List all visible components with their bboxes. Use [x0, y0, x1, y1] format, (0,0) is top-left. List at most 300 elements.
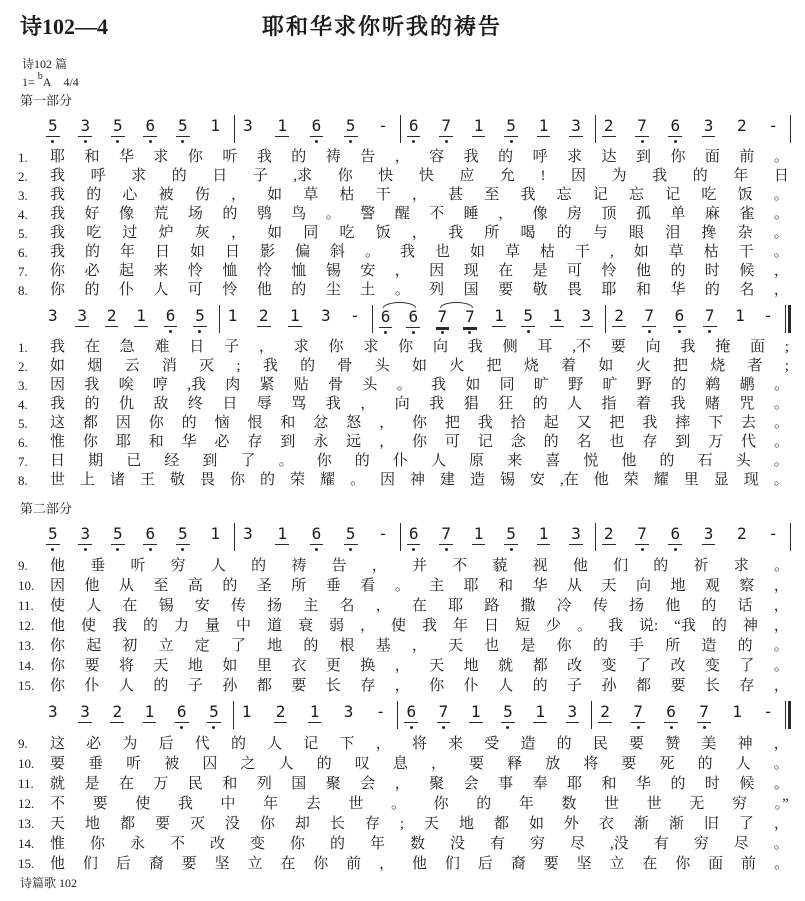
- lyric-char: 万: [153, 776, 169, 792]
- lyric-char: 的: [171, 168, 187, 184]
- lyric-char: 。: [773, 658, 789, 674]
- lyric-char: 耶: [601, 282, 617, 298]
- lyric-char: 列: [429, 282, 445, 298]
- lyric-char: 地: [458, 816, 474, 832]
- note-number: 7: [633, 702, 643, 721]
- lyric-char: 草: [303, 187, 319, 203]
- lyric-char: 中: [236, 618, 252, 634]
- lyric-char: 可: [444, 434, 460, 450]
- note: [504, 526, 518, 551]
- lyric-char: 他: [50, 618, 66, 634]
- low-octave-dot: [149, 140, 152, 143]
- lyric-char: 喜: [545, 453, 561, 469]
- lyric-char: 荒: [153, 206, 169, 222]
- lyric-char: 有: [490, 836, 506, 852]
- lyric-char: 天: [601, 578, 617, 594]
- lyric-char: 把: [609, 415, 625, 431]
- verse-number: 7.: [18, 264, 28, 279]
- lyric-char: 的: [230, 736, 246, 752]
- lyric-char: 在: [642, 856, 658, 872]
- note: [46, 118, 60, 143]
- lyric-char: 后: [158, 736, 174, 752]
- lyric-char: 将: [118, 658, 134, 674]
- lyric-char: 醒: [394, 206, 410, 222]
- section-label: 第二部分: [20, 501, 73, 516]
- low-octave-dot: [527, 330, 530, 333]
- lyric-char: 定: [194, 638, 210, 654]
- lyric-char: 为: [611, 168, 627, 184]
- lyric-char: 名: [576, 434, 592, 450]
- verse-text: [50, 186, 789, 205]
- slur-pair: [436, 309, 477, 334]
- lyric-char: 天: [153, 658, 169, 674]
- lyric-char: 长: [329, 816, 345, 832]
- note-number: 1: [227, 306, 238, 325]
- lyric-char: 可: [567, 263, 583, 279]
- note: [288, 308, 302, 327]
- lyric-char: 初: [122, 638, 138, 654]
- lyric-char: 荣: [623, 472, 639, 488]
- lyric-char: 拾: [510, 415, 526, 431]
- lyric-char: 存: [247, 434, 263, 450]
- lyric-char: 垂: [325, 578, 341, 594]
- lyric-char: 下: [339, 736, 355, 752]
- note-number: 1: [735, 306, 745, 325]
- lyric-char: 赞: [665, 736, 681, 752]
- lyric-char: 祷: [291, 558, 307, 574]
- lyric-char: 土: [360, 282, 376, 298]
- lyric-char: 你: [259, 816, 275, 832]
- lyric-char: 饭: [375, 225, 391, 241]
- slur-group: [379, 302, 420, 334]
- lyric-char: 衣: [291, 658, 307, 674]
- note-number: 5: [523, 306, 533, 325]
- note: [598, 704, 612, 723]
- lyric-char: 甚: [448, 187, 464, 203]
- lyric-char: 安: [194, 598, 210, 614]
- measure: [401, 112, 595, 143]
- lyric-char: 因: [429, 263, 445, 279]
- lyric-char: 下: [708, 415, 724, 431]
- lyric-char: 造: [470, 472, 486, 488]
- lyric-char: 你: [50, 263, 66, 279]
- lyric-char: 鸟: [291, 206, 307, 222]
- lyric-char: 的: [556, 225, 572, 241]
- lyric-char: 了: [738, 816, 754, 832]
- verse-row: [18, 167, 789, 186]
- low-octave-dot: [708, 330, 711, 333]
- lyric-char: 不: [452, 558, 468, 574]
- lyric-char: 子: [187, 678, 203, 694]
- lyric-char: 来: [153, 263, 169, 279]
- lyric-char: “我: [674, 618, 696, 634]
- lyric-char: 。: [396, 377, 412, 393]
- lyric-char: 都: [493, 816, 509, 832]
- note: [207, 704, 221, 729]
- lyric-char: 旷: [533, 377, 549, 393]
- note-number: 2: [112, 702, 123, 721]
- verse-text: [50, 471, 789, 490]
- lyric-char: 忿: [313, 415, 329, 431]
- verse-text: [50, 596, 789, 616]
- lyric-char: 如: [411, 358, 427, 374]
- low-octave-dot: [641, 140, 644, 143]
- note: [111, 526, 125, 551]
- lyric-char: 国: [291, 776, 307, 792]
- lyric-char: 我: [680, 339, 696, 355]
- lyric-char: 。: [773, 149, 789, 165]
- verse-number: 13.: [18, 816, 35, 831]
- lyric-char: 裔: [510, 856, 526, 872]
- lyric-char: 偏: [295, 244, 311, 260]
- lyric-char: 我: [256, 149, 272, 165]
- lyric-char: 天: [423, 816, 439, 832]
- verse-number: 15.: [18, 856, 35, 871]
- lyric-char: 。”: [774, 796, 789, 812]
- lyric-char: 时: [704, 776, 720, 792]
- lyric-char: 改: [567, 658, 583, 674]
- verse-number: 11.: [18, 598, 34, 613]
- hymn-number: 诗102—4: [20, 14, 109, 39]
- lyric-char: 是: [532, 263, 548, 279]
- lyric-char: 头: [374, 358, 390, 374]
- lyric-char: 紧: [259, 377, 275, 393]
- verse-number: 3.: [18, 188, 28, 203]
- notation-line: [40, 698, 791, 732]
- lyric-char: 的: [543, 434, 559, 450]
- note: [702, 118, 716, 137]
- lyric-char: 代: [194, 736, 210, 752]
- lyric-char: 弱: [329, 618, 345, 634]
- note: [673, 308, 687, 333]
- lyric-char: 名: [339, 598, 355, 614]
- lyric-char: 神: [742, 618, 758, 634]
- note-number: 2: [275, 702, 286, 721]
- note-number: 7: [644, 306, 655, 325]
- lyric-char: 房: [567, 206, 583, 222]
- note: [407, 118, 421, 143]
- lyric-char: 枯: [703, 244, 719, 260]
- note: [143, 118, 157, 143]
- verse-number: 14.: [18, 836, 35, 851]
- lyric-char: 日: [155, 244, 171, 260]
- lyric-char: ,我: [187, 377, 206, 393]
- lyric-char: 数: [561, 796, 577, 812]
- lyric-char: 同: [499, 377, 515, 393]
- lyric-char: 斜: [330, 244, 346, 260]
- note-number: 5: [345, 116, 356, 135]
- lyric-char: 伤: [194, 187, 210, 203]
- lyric-char: ，: [430, 756, 446, 772]
- lyric-char: 记: [665, 187, 681, 203]
- verse-row: [18, 834, 789, 854]
- lyric-char: 年: [453, 618, 469, 634]
- lyric-char: 场: [187, 206, 203, 222]
- verse-row: [18, 734, 789, 754]
- lyric-char: 垂: [88, 756, 104, 772]
- low-octave-dot: [412, 548, 415, 551]
- note-number: 7: [699, 702, 709, 721]
- lyric-char: 和: [222, 776, 238, 792]
- note: [580, 308, 594, 327]
- lyric-char: 他: [593, 472, 609, 488]
- section-label: 第一部分: [20, 93, 73, 108]
- low-octave-dot: [468, 331, 471, 334]
- lyric-char: 尽: [733, 836, 749, 852]
- lyric-char: 我: [262, 358, 278, 374]
- lyric-char: 显: [713, 472, 729, 488]
- low-octave-dot: [506, 726, 509, 729]
- verse-row: [18, 338, 789, 357]
- lyric-char: 你: [429, 678, 445, 694]
- lyric-char: ，: [411, 638, 427, 654]
- note-number: 2: [106, 306, 117, 325]
- lyric-char: 的: [532, 678, 548, 694]
- lyric-char: 你: [290, 836, 306, 852]
- lyric-char: 石: [697, 453, 713, 469]
- lyric-char: 坚: [576, 856, 592, 872]
- note: [274, 704, 288, 723]
- lyric-char: 话: [737, 598, 753, 614]
- note-number: 6: [145, 116, 156, 135]
- lyric-char: 地: [187, 658, 203, 674]
- lyric-char: 求: [293, 339, 309, 355]
- lyric-char: 子: [567, 678, 583, 694]
- note: [533, 704, 547, 723]
- dash-note: -: [763, 702, 773, 721]
- lyric-char: 万: [708, 434, 724, 450]
- lyric-char: 穷: [732, 796, 748, 812]
- lyric-char: 如: [528, 816, 544, 832]
- lyric-char: 要: [291, 678, 307, 694]
- lyric-char: 肉: [225, 377, 241, 393]
- note: [342, 704, 356, 722]
- note: [75, 308, 89, 327]
- lyric-char: 列: [256, 776, 272, 792]
- lyric-char: 掩: [715, 339, 731, 355]
- lyric-char: 少: [546, 618, 562, 634]
- lyric-char: 要: [469, 756, 485, 772]
- note: [602, 526, 616, 545]
- lyric-char: ，: [773, 263, 789, 279]
- lyric-char: 的: [153, 678, 169, 694]
- lyric-char: 。: [773, 472, 789, 488]
- lyric-char: 聚: [325, 776, 341, 792]
- lyric-char: 候: [739, 263, 755, 279]
- note-number: 1: [473, 116, 484, 135]
- lyric-char: 忘: [556, 187, 572, 203]
- note: [668, 526, 682, 551]
- lyric-char: 现: [463, 263, 479, 279]
- lyric-char: 我: [50, 244, 66, 260]
- lyric-char: 向: [432, 339, 448, 355]
- lyric-char: 你: [411, 434, 427, 450]
- lyric-char: 撒: [520, 598, 536, 614]
- verse-number: 5.: [18, 226, 28, 241]
- lyric-char: 我: [50, 187, 66, 203]
- verse-number: 4.: [18, 397, 28, 412]
- lyric-char: 他: [50, 856, 66, 872]
- lyric-char: 就: [498, 658, 514, 674]
- verse-number: 12.: [18, 618, 35, 633]
- low-octave-dot: [181, 140, 184, 143]
- note-number: 3: [48, 306, 58, 325]
- lyric-char: 地: [670, 578, 686, 594]
- lyric-char: 也: [435, 244, 451, 260]
- lyric-char: 民: [592, 736, 608, 752]
- lyric-char: 人: [210, 558, 226, 574]
- lyric-char: 有: [653, 836, 669, 852]
- verse-row: [18, 243, 789, 262]
- lyric-char: 骂: [291, 396, 307, 412]
- note-number: 1: [241, 702, 252, 721]
- lyric-char: 这: [50, 415, 66, 431]
- note: [310, 118, 324, 143]
- note-number: 5: [506, 116, 516, 135]
- lyric-char: 变: [250, 836, 266, 852]
- lyric-char: 永: [313, 434, 329, 450]
- lyric-char: 恤: [222, 263, 238, 279]
- lyric-char: 外: [563, 816, 579, 832]
- lyric-char: 观: [704, 578, 720, 594]
- lyric-char: 将: [583, 756, 599, 772]
- note: [344, 526, 358, 551]
- lyric-char: 现: [743, 472, 759, 488]
- verse-number: 8.: [18, 283, 28, 298]
- measure: [40, 112, 234, 143]
- measure: [401, 520, 595, 551]
- note-number: 2: [614, 306, 624, 325]
- note: [730, 704, 744, 722]
- lyric-char: 睡: [463, 206, 479, 222]
- flat-sign: b: [37, 71, 43, 82]
- lyric-char: 安: [360, 263, 376, 279]
- lyric-char: 允: [499, 168, 515, 184]
- lyric-char: 我: [50, 225, 66, 241]
- note-number: 3: [581, 306, 592, 325]
- lyric-char: 把: [672, 358, 688, 374]
- note-number: 1: [538, 116, 549, 135]
- lyric-char: 他: [256, 282, 272, 298]
- note: [319, 308, 333, 326]
- lyric-char: 华: [635, 776, 651, 792]
- lyric-char: ，: [411, 187, 427, 203]
- low-octave-dot: [674, 548, 677, 551]
- lyric-char: 聚: [429, 776, 445, 792]
- lyric-char: 。: [773, 856, 789, 872]
- lyric-char: 面: [704, 149, 720, 165]
- lyric-char: 单: [670, 206, 686, 222]
- note-number: 7: [637, 116, 647, 135]
- lyric-char: 人: [278, 756, 294, 772]
- lyric-char: 来: [507, 453, 523, 469]
- note-number: 2: [737, 524, 747, 543]
- low-octave-dot: [412, 331, 415, 334]
- lyric-char: 的: [300, 358, 316, 374]
- verse-row: [18, 556, 789, 576]
- note-number: 3: [703, 116, 714, 135]
- lyric-char: 。: [394, 282, 410, 298]
- note: [492, 308, 506, 327]
- lyric-char: 好: [84, 206, 100, 222]
- lyric-char: 日: [773, 168, 789, 184]
- lyric-char: 你: [411, 415, 427, 431]
- lyric-char: 干: [375, 187, 391, 203]
- note-number: 5: [345, 524, 356, 543]
- lyric-char: 枯: [339, 187, 355, 203]
- lyric-char: 你: [670, 149, 686, 165]
- lyric-char: 惟: [50, 836, 66, 852]
- lyric-char: ，: [773, 618, 789, 634]
- lyric-char: 如: [222, 658, 238, 674]
- lyric-char: 的: [85, 244, 101, 260]
- lyric-char: 因: [50, 377, 66, 393]
- lyric-char: 贴: [293, 377, 309, 393]
- lyric-char: 雀: [739, 206, 755, 222]
- dash-note: -: [768, 524, 778, 543]
- lyric-char: 世: [646, 796, 662, 812]
- lyric-char: 的: [476, 796, 492, 812]
- lyric-char: 我: [325, 396, 341, 412]
- lyric-char: 赌: [704, 396, 720, 412]
- lyric-char: 你: [148, 415, 164, 431]
- lyric-char: 时: [704, 263, 720, 279]
- lyric-char: 他: [411, 856, 427, 872]
- verse-row: [18, 395, 789, 414]
- lyric-char: 所: [665, 638, 681, 654]
- lyric-char: 神: [410, 472, 426, 488]
- lyric-char: 你: [675, 856, 691, 872]
- lyric-char: 容: [429, 149, 445, 165]
- verse-text: [50, 433, 789, 452]
- lyric-char: 面: [750, 339, 766, 355]
- lyric-char: 和: [635, 282, 651, 298]
- lyric-char: 变: [704, 658, 720, 674]
- lyric-char: 和: [84, 149, 100, 165]
- note-number: 5: [209, 702, 219, 721]
- lyric-char: 为: [122, 736, 138, 752]
- note-number: 3: [80, 116, 91, 135]
- lyric-char: 我: [50, 168, 66, 184]
- verse-text: [50, 376, 789, 395]
- barline-thin: [785, 701, 786, 729]
- verse-number: 10.: [18, 578, 35, 593]
- note: [635, 118, 649, 143]
- lyric-char: 的: [303, 638, 319, 654]
- lyric-char: 。: [773, 434, 789, 450]
- lyric-char: 是: [520, 638, 536, 654]
- verse-row: [18, 376, 789, 395]
- lyric-char: 如: [465, 377, 481, 393]
- lyric-char: 传: [230, 598, 246, 614]
- note-number: 1: [473, 524, 484, 543]
- lyric-char: 你: [50, 638, 66, 654]
- lyric-char: 求: [363, 339, 379, 355]
- lyric-char: 了: [230, 638, 246, 654]
- lyric-char: 立: [158, 638, 174, 654]
- lyric-char: 的: [84, 396, 100, 412]
- note: [406, 309, 420, 334]
- note: [46, 704, 60, 722]
- lyric-char: 没: [224, 816, 240, 832]
- verse-number: 1.: [18, 150, 28, 165]
- lyric-char: 都: [82, 415, 98, 431]
- lyric-char: 敬: [532, 282, 548, 298]
- low-octave-dot: [181, 548, 184, 551]
- lyric-char: ，: [773, 816, 789, 832]
- lyric-char: 的: [704, 282, 720, 298]
- lyric-char: 渐: [668, 816, 684, 832]
